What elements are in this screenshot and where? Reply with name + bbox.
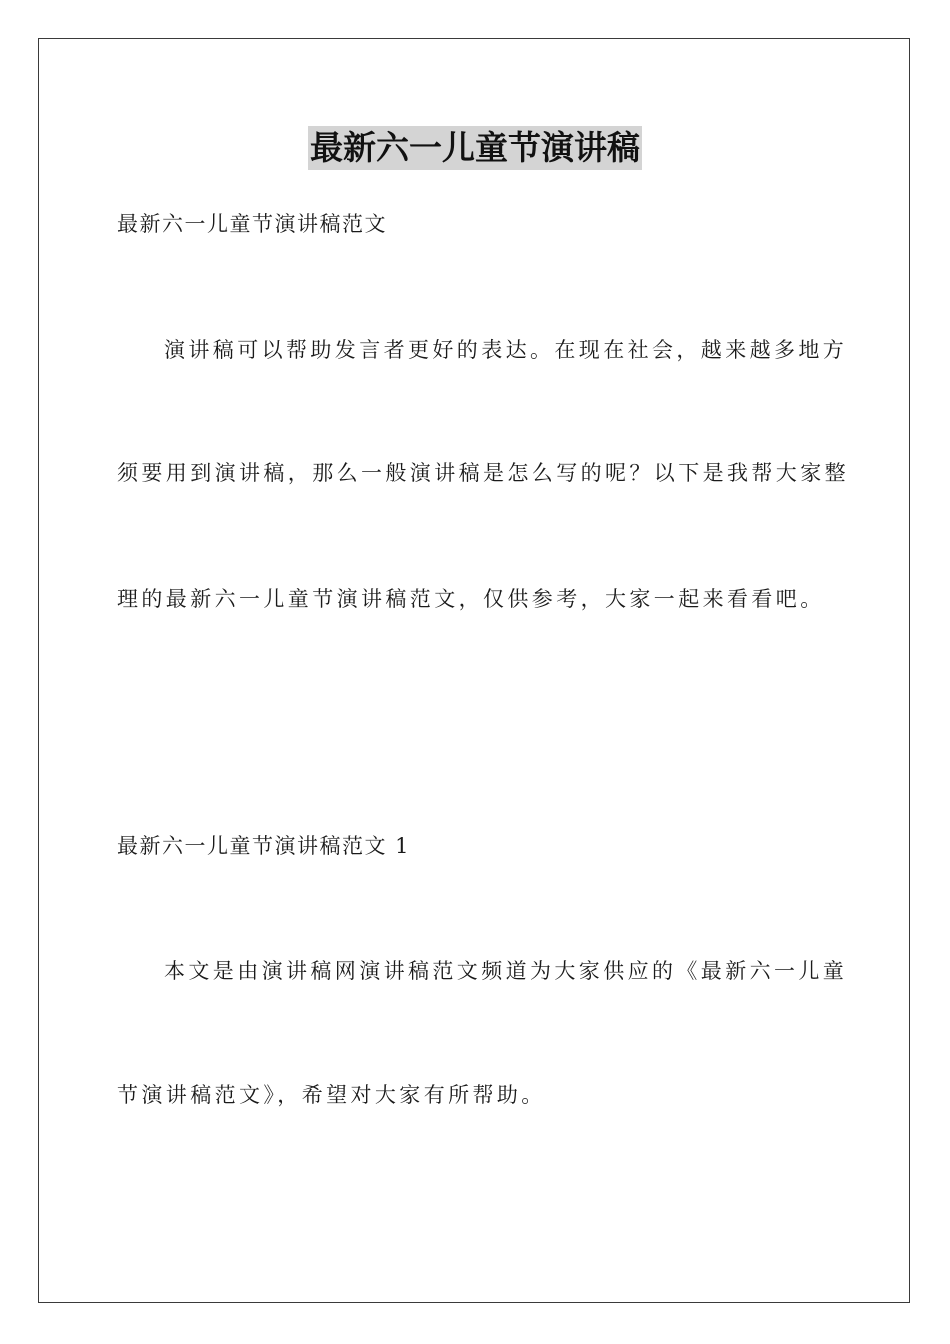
section-paragraph-line: 节演讲稿范文》，希望对大家有所帮助。: [117, 1083, 546, 1107]
title-container: [0, 126, 950, 170]
intro-paragraph-line: 演讲稿可以帮助发言者更好的表达。在现在社会，越来越多地方: [164, 338, 848, 362]
intro-paragraph-line: 理的最新六一儿童节演讲稿范文，仅供参考，大家一起来看看吧。: [117, 587, 825, 611]
document-title: 最新六一儿童节演讲稿: [308, 126, 642, 170]
document-subtitle: 最新六一儿童节演讲稿范文: [117, 212, 387, 236]
intro-paragraph-line: 须要用到演讲稿，那么一般演讲稿是怎么写的呢？以下是我帮大家整: [117, 461, 849, 485]
section-heading: 最新六一儿童节演讲稿范文 1: [117, 834, 411, 858]
section-paragraph-line: 本文是由演讲稿网演讲稿范文频道为大家供应的《最新六一儿童: [164, 959, 848, 983]
